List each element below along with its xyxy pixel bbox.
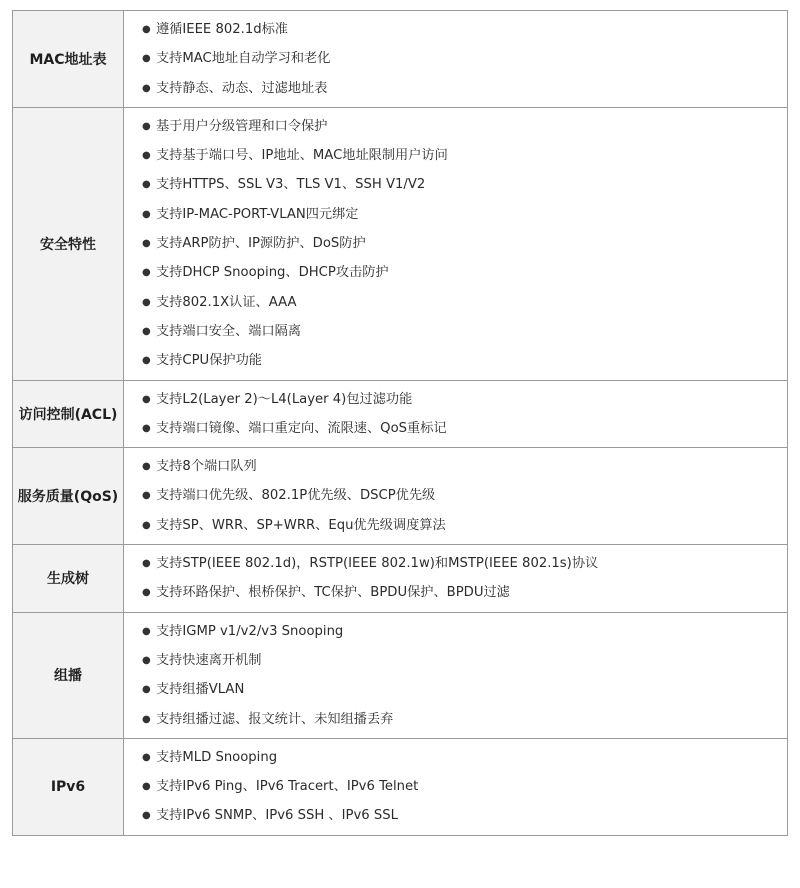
feature-text: 支持IPv6 Ping、IPv6 Tracert、IPv6 Telnet — [156, 779, 419, 795]
feature-text: 支持IP-MAC-PORT-VLAN四元绑定 — [156, 206, 359, 222]
bullet-icon: ● — [142, 393, 151, 405]
section-label: MAC地址表 — [13, 11, 124, 108]
bullet-icon: ● — [142, 53, 151, 65]
feature-text: 支持802.1X认证、AAA — [156, 294, 297, 310]
feature-item — [142, 200, 787, 229]
section-items — [124, 107, 788, 380]
feature-item — [142, 705, 787, 734]
feature-text: 支持环路保护、根桥保护、TC保护、BPDU保护、BPDU过滤 — [156, 585, 510, 601]
section-items — [124, 545, 788, 613]
feature-item — [142, 385, 787, 414]
bullet-icon: ● — [142, 519, 151, 531]
bullet-icon: ● — [142, 713, 151, 725]
feature-item — [142, 229, 787, 258]
feature-item — [142, 44, 787, 73]
feature-text: 支持组播过滤、报文统计、未知组播丢弃 — [156, 711, 394, 727]
bullet-icon: ● — [142, 587, 151, 599]
feature-text: 支持基于端口号、IP地址、MAC地址限制用户访问 — [156, 148, 448, 164]
bullet-icon: ● — [142, 120, 151, 132]
spec-row — [13, 612, 788, 738]
feature-text: 支持SP、WRR、SP+WRR、Equ优先级调度算法 — [156, 517, 446, 533]
section-items — [124, 738, 788, 835]
feature-text: 支持端口安全、端口隔离 — [156, 323, 302, 339]
section-items — [124, 448, 788, 545]
bullet-icon: ● — [142, 810, 151, 822]
feature-item — [142, 452, 787, 481]
feature-text: 遵循IEEE 802.1d标准 — [156, 22, 288, 37]
section-items — [124, 612, 788, 738]
feature-item — [142, 15, 787, 44]
section-items — [124, 11, 788, 108]
feature-item — [142, 675, 787, 704]
feature-text: 支持IPv6 SNMP、IPv6 SSH 、IPv6 SSL — [156, 808, 398, 824]
section-label: 安全特性 — [13, 107, 124, 380]
bullet-icon: ● — [142, 179, 151, 191]
feature-list — [124, 545, 787, 612]
feature-list — [124, 381, 787, 448]
feature-item — [142, 112, 787, 141]
feature-text: 支持端口优先级、802.1P优先级、DSCP优先级 — [156, 488, 436, 504]
section-label: 组播 — [13, 612, 124, 738]
bullet-icon: ● — [142, 558, 151, 570]
feature-item — [142, 414, 787, 443]
feature-text: 支持DHCP Snooping、DHCP攻击防护 — [156, 265, 389, 281]
spec-row — [13, 448, 788, 545]
section-label: 访问控制(ACL) — [13, 380, 124, 448]
spec-row — [13, 11, 788, 108]
section-label: IPv6 — [13, 738, 124, 835]
feature-text: 支持快速离开机制 — [156, 652, 262, 668]
feature-item — [142, 801, 787, 830]
feature-item — [142, 511, 787, 540]
spec-row — [13, 545, 788, 613]
bullet-icon: ● — [142, 422, 151, 434]
feature-list — [124, 11, 787, 107]
spec-row — [13, 380, 788, 448]
feature-text: 支持CPU保护功能 — [156, 353, 262, 369]
feature-item — [142, 772, 787, 801]
bullet-icon: ● — [142, 751, 151, 763]
feature-item — [142, 481, 787, 510]
bullet-icon: ● — [142, 654, 151, 666]
bullet-icon: ● — [142, 82, 151, 94]
bullet-icon: ● — [142, 490, 151, 502]
feature-item — [142, 617, 787, 646]
feature-list — [124, 448, 787, 544]
bullet-icon: ● — [142, 208, 151, 220]
feature-item — [142, 646, 787, 675]
feature-item — [142, 74, 787, 103]
feature-list — [124, 613, 787, 738]
spec-row — [13, 107, 788, 380]
feature-item — [142, 170, 787, 199]
feature-text: 支持L2(Layer 2)～L4(Layer 4)包过滤功能 — [156, 391, 413, 407]
bullet-icon: ● — [142, 24, 151, 35]
feature-item — [142, 141, 787, 170]
section-label: 服务质量(QoS) — [13, 448, 124, 545]
feature-text: 支持MLD Snooping — [156, 749, 278, 765]
feature-text: 支持ARP防护、IP源防护、DoS防护 — [156, 236, 366, 252]
bullet-icon: ● — [142, 355, 151, 367]
feature-list — [124, 108, 787, 380]
feature-text: 支持IGMP v1/v2/v3 Snooping — [156, 623, 344, 639]
feature-text: 支持HTTPS、SSL V3、TLS V1、SSH V1/V2 — [156, 177, 426, 193]
bullet-icon: ● — [142, 684, 151, 696]
feature-text: 支持静态、动态、过滤地址表 — [156, 80, 328, 96]
bullet-icon: ● — [142, 461, 151, 473]
bullet-icon: ● — [142, 781, 151, 793]
feature-item — [142, 258, 787, 287]
spec-table-body — [13, 11, 788, 836]
feature-text: 支持组播VLAN — [156, 682, 245, 698]
bullet-icon: ● — [142, 238, 151, 250]
feature-text: 基于用户分级管理和口令保护 — [156, 118, 328, 134]
feature-item — [142, 549, 787, 578]
feature-item — [142, 743, 787, 772]
bullet-icon: ● — [142, 150, 151, 162]
bullet-icon: ● — [142, 296, 151, 308]
spec-row — [13, 738, 788, 835]
feature-item — [142, 346, 787, 375]
bullet-icon: ● — [142, 325, 151, 337]
bullet-icon: ● — [142, 267, 151, 279]
section-label: 生成树 — [13, 545, 124, 613]
feature-item — [142, 288, 787, 317]
feature-item — [142, 317, 787, 346]
bullet-icon: ● — [142, 625, 151, 637]
feature-text: 支持端口镜像、端口重定向、流限速、QoS重标记 — [156, 420, 447, 436]
section-items — [124, 380, 788, 448]
spec-table — [12, 10, 788, 836]
feature-list — [124, 739, 787, 835]
feature-text: 支持MAC地址自动学习和老化 — [156, 51, 331, 67]
feature-text: 支持STP(IEEE 802.1d)，RSTP(IEEE 802.1w)和MSTP(IEEE 802.1s)协议 — [156, 556, 599, 572]
feature-item — [142, 578, 787, 607]
feature-text: 支持8个端口队列 — [156, 459, 257, 475]
